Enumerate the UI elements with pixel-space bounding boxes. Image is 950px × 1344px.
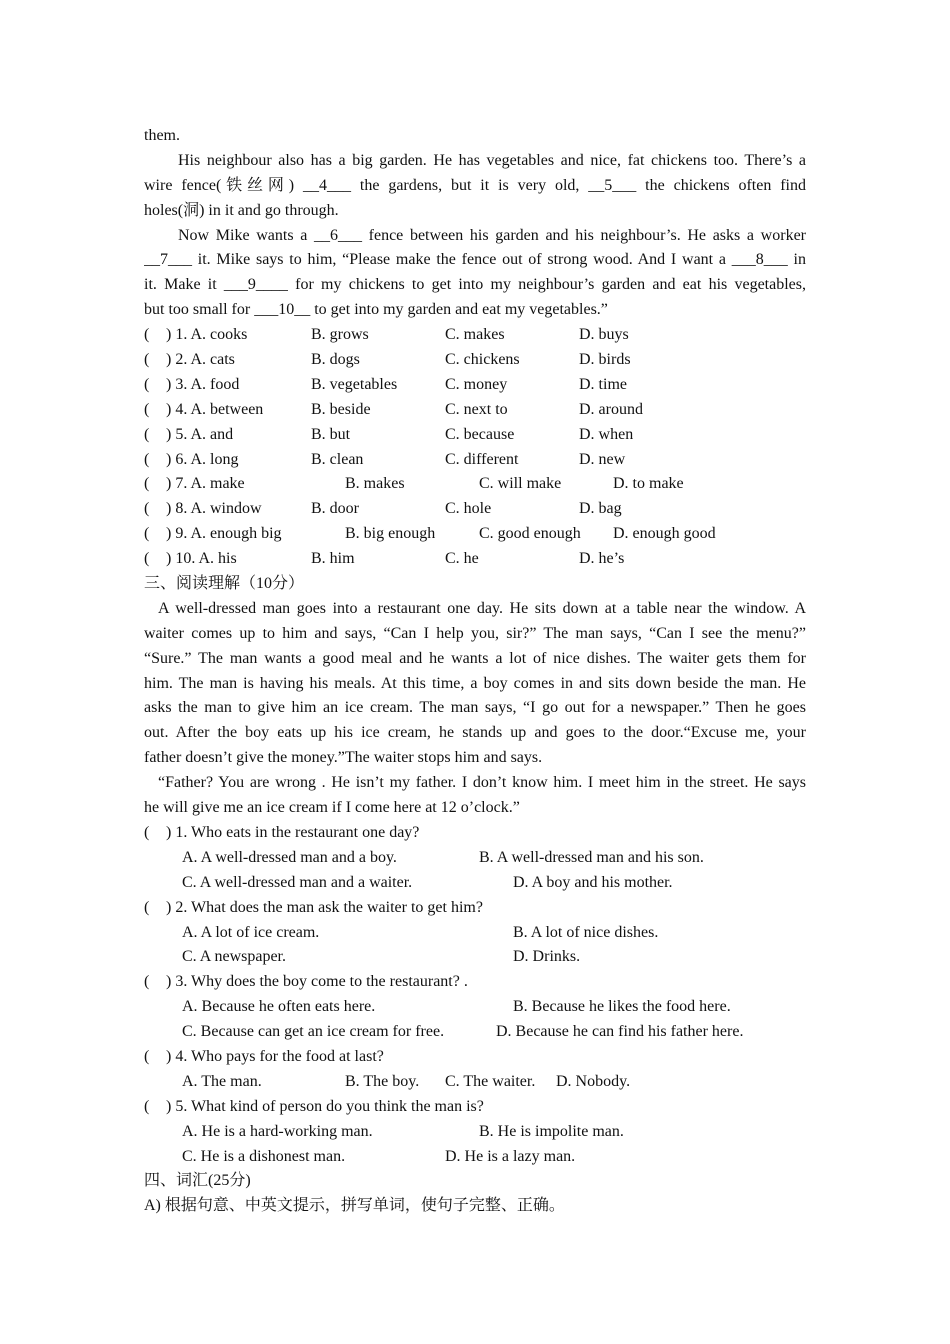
- option-a: A. The man.: [182, 1072, 262, 1090]
- option-b: B. Because he likes the food here.: [513, 998, 731, 1016]
- option-a: A. Because he often eats here.: [182, 998, 376, 1016]
- question-stem: ) 5. What kind of person do you think the man is?: [166, 1097, 484, 1115]
- cloze-question-row: [144, 547, 806, 572]
- option-c: C. Because can get an ice cream for free.: [182, 1023, 445, 1041]
- cloze-passage-line: His neighbour also has a big garden. He has vegetables and nice, fat chickens too. There’s a: [178, 151, 806, 169]
- option-d: D. new: [579, 450, 626, 468]
- option-b: B. A lot of nice dishes.: [513, 923, 659, 941]
- reading-options-row: [144, 1070, 806, 1095]
- option-b: B. The boy.: [345, 1072, 420, 1090]
- question-stem: ) 2. What does the man ask the waiter to get him?: [166, 898, 483, 916]
- option-b: B. door: [311, 500, 359, 518]
- option-d: D. when: [579, 425, 634, 443]
- option-c: C. hole: [445, 500, 492, 518]
- reading-question-row: [144, 821, 806, 846]
- option-d: D. time: [579, 375, 627, 393]
- reading-passage-line: him. The man is having his meals. At this time, a boy comes in and sits down beside the man. He: [144, 674, 806, 692]
- question-stem: ) 9. A. enough big: [166, 525, 282, 543]
- option-d: D. Because he can find his father here.: [496, 1023, 744, 1041]
- question-stem: ) 10. A. his: [166, 550, 237, 568]
- reading-options-row: [144, 921, 806, 946]
- option-c: C. different: [445, 450, 519, 468]
- option-b: B. beside: [311, 400, 371, 418]
- option-d: D. enough good: [613, 525, 716, 543]
- option-b: B. dogs: [311, 351, 360, 369]
- option-b: B. A well-dressed man and his son.: [479, 848, 704, 866]
- question-stem: ) 4. A. between: [166, 400, 264, 418]
- page-content: [144, 124, 806, 1219]
- reading-question-row: [144, 1045, 806, 1070]
- option-a: A. He is a hard-working man.: [182, 1122, 373, 1140]
- answer-bracket[interactable]: (: [144, 973, 150, 991]
- option-c: C. makes: [445, 326, 505, 344]
- option-c: C. A well-dressed man and a waiter.: [182, 873, 413, 891]
- cloze-passage-line: wire fence(铁丝网) __4___ the gardens, but it is very old, __5___ the chickens often find: [144, 176, 806, 194]
- cloze-question-row: [144, 448, 806, 473]
- answer-bracket[interactable]: (: [144, 450, 150, 468]
- question-stem: ) 3. A. food: [166, 375, 240, 393]
- answer-bracket[interactable]: (: [144, 425, 150, 443]
- option-c: C. he: [445, 550, 479, 568]
- reading-options-row: [144, 1020, 806, 1045]
- option-c: C. A newspaper.: [182, 948, 286, 966]
- option-b: B. He is impolite man.: [479, 1122, 624, 1140]
- answer-bracket[interactable]: (: [144, 400, 150, 418]
- question-stem: ) 2. A. cats: [166, 351, 235, 369]
- option-b: B. but: [311, 425, 351, 443]
- answer-bracket[interactable]: (: [144, 500, 150, 518]
- answer-bracket[interactable]: (: [144, 525, 150, 543]
- question-stem: ) 3. Why does the boy come to the restaurant? .: [166, 973, 468, 991]
- option-d: D. around: [579, 400, 643, 418]
- reading-passage-line: A well-dressed man goes into a restaurant one day. He sits down at a table near the window. A: [158, 599, 806, 617]
- option-b: B. vegetables: [311, 375, 398, 393]
- question-stem: ) 4. Who pays for the food at last?: [166, 1047, 384, 1065]
- reading-options-row: [144, 871, 806, 896]
- option-d: D. buys: [579, 326, 629, 344]
- question-stem: ) 8. A. window: [166, 500, 262, 518]
- cloze-question-row: [144, 398, 806, 423]
- reading-passage-line: father doesn’t give the money.”The waiter stops him and says.: [144, 749, 543, 767]
- section-heading-reading: 三、阅读理解（10分）: [144, 575, 305, 593]
- reading-options-row: [144, 1145, 806, 1170]
- option-c: C. because: [445, 425, 515, 443]
- reading-options-row: [144, 1120, 806, 1145]
- cloze-question-row: [144, 497, 806, 522]
- cloze-passage-line: but too small for ___10__ to get into my garden and eat my vegetables.”: [144, 301, 608, 319]
- option-d: D. he’s: [579, 550, 625, 568]
- reading-options-row: [144, 945, 806, 970]
- question-stem: ) 7. A. make: [166, 475, 245, 493]
- answer-bracket[interactable]: (: [144, 326, 150, 344]
- answer-bracket[interactable]: (: [144, 375, 150, 393]
- option-d: D. Nobody.: [556, 1072, 631, 1090]
- cloze-question-row: [144, 472, 806, 497]
- option-d: D. A boy and his mother.: [513, 873, 673, 891]
- cloze-passage-line: __7___ it. Mike says to him, “Please make the fence out of strong wood. And I want a ___8___ in: [144, 251, 806, 269]
- option-b: B. clean: [311, 450, 364, 468]
- reading-passage-line: out. After the boy eats up his ice cream, he stands up and goes to the door.“Excuse me, your: [144, 724, 806, 742]
- reading-passage-line: “Father? You are wrong . He isn’t my father. I don’t know him. I meet him in the street. He says: [158, 774, 806, 792]
- question-stem: ) 5. A. and: [166, 425, 234, 443]
- answer-bracket[interactable]: (: [144, 1047, 150, 1065]
- answer-bracket[interactable]: (: [144, 823, 150, 841]
- option-d: D. Drinks.: [513, 948, 581, 966]
- reading-passage-line: he will give me an ice cream if I come here at 12 o’clock.”: [144, 799, 520, 817]
- option-a: A. A well-dressed man and a boy.: [182, 848, 397, 866]
- option-c: C. He is a dishonest man.: [182, 1147, 346, 1165]
- answer-bracket[interactable]: (: [144, 550, 150, 568]
- question-stem: ) 1. A. cooks: [166, 326, 248, 344]
- option-c: C. money: [445, 375, 508, 393]
- question-stem: ) 6. A. long: [166, 450, 239, 468]
- option-d: D. bag: [579, 500, 622, 518]
- cloze-passage-line: it. Make it ___9____ for my chickens to get into my neighbour’s garden and eat his vegetables,: [144, 276, 806, 294]
- cloze-passage-line: holes(洞) in it and go through.: [144, 201, 339, 219]
- reading-question-row: [144, 1095, 806, 1120]
- reading-options-row: [144, 846, 806, 871]
- cloze-question-row: [144, 348, 806, 373]
- reading-question-row: [144, 896, 806, 921]
- option-c: C. will make: [479, 475, 562, 493]
- option-b: B. big enough: [345, 525, 436, 543]
- option-d: D. He is a lazy man.: [445, 1147, 576, 1165]
- answer-bracket[interactable]: (: [144, 475, 150, 493]
- answer-bracket[interactable]: (: [144, 898, 150, 916]
- cloze-question-row: [144, 423, 806, 448]
- reading-options-row: [144, 995, 806, 1020]
- option-c: C. chickens: [445, 351, 520, 369]
- cloze-question-row: [144, 323, 806, 348]
- cloze-passage-line: them.: [144, 127, 180, 144]
- option-b: B. him: [311, 550, 355, 568]
- answer-bracket[interactable]: (: [144, 1097, 150, 1115]
- reading-passage-line: asks the man to give him an ice cream. The man says, “I go out for a newspaper.” Then he goes: [144, 699, 806, 717]
- section-heading-vocabulary: 四、词汇(25分): [144, 1172, 251, 1190]
- answer-bracket[interactable]: (: [144, 351, 150, 369]
- cloze-passage-line: Now Mike wants a __6___ fence between his garden and his neighbour’s. He asks a worker: [178, 226, 806, 244]
- question-stem: ) 1. Who eats in the restaurant one day?: [166, 823, 420, 841]
- cloze-question-row: [144, 522, 806, 547]
- option-c: C. good enough: [479, 525, 581, 543]
- option-c: C. The waiter.: [445, 1072, 536, 1090]
- reading-passage-line: waiter comes up to him and says, “Can I help you, sir?” The man says, “Can I see the menu?”: [144, 624, 806, 642]
- cloze-question-row: [144, 373, 806, 398]
- option-d: D. to make: [613, 475, 684, 493]
- reading-passage-line: “Sure.” The man wants a good meal and he wants a lot of nice dishes. The waiter gets them for: [144, 649, 806, 667]
- reading-question-row: [144, 970, 806, 995]
- vocabulary-instruction: A) 根据句意、中英文提示，拼写单词，使句子完整、正确。: [144, 1197, 565, 1215]
- option-c: C. next to: [445, 400, 508, 418]
- option-b: B. grows: [311, 326, 369, 344]
- option-d: D. birds: [579, 351, 631, 369]
- option-b: B. makes: [345, 475, 405, 493]
- option-a: A. A lot of ice cream.: [182, 923, 320, 941]
